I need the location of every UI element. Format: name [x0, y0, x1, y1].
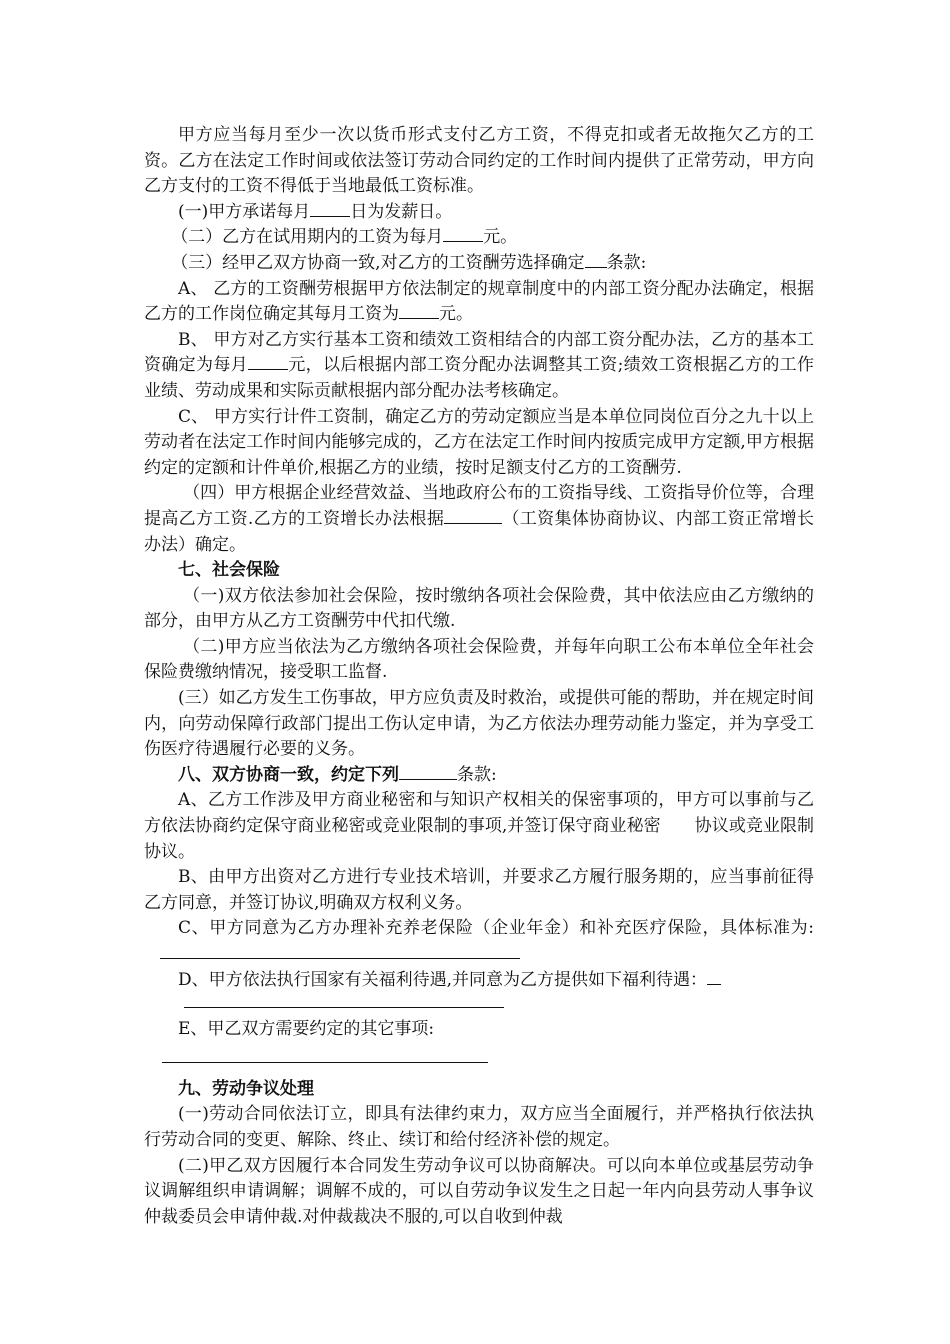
paragraph-agreement-b: B、由甲方出资对乙方进行专业技术培训，并要求乙方履行服务期的，应当事前征得乙方同意，并签订协议,明确双方权利义务。: [144, 867, 814, 913]
document-body: [144, 123, 814, 1230]
wage-increase-text-end: （工资集体协商协议、内部工资正常增长办法）确定。: [144, 508, 814, 555]
wage-choice-blank: [585, 251, 607, 268]
paragraph-agreement-a: A、乙方工作涉及甲方商业秘密和与知识产权相关的保密事项的，甲方可以事前与乙方依法协商约定保守商业秘密或竞业限制的事项,并签订保守商业秘密 协议或竞业限制协议。: [144, 790, 814, 862]
paragraph-insurance-2: （二)甲方应当依法为乙方缴纳各项社会保险费，并每年向职工公布本单位全年社会保险费缴纳情况，接受职工监督.: [144, 636, 814, 683]
paragraph-option-c: C、 甲方实行计件工资制，确定乙方的劳动定额应当是本单位同岗位百分之九十以上劳动者在法定工作时间内能够完成的，乙方在法定工作时间内按质完成甲方定额,甲方根据约定的定额和计件单价,根据乙方的业绩，按时足额支付乙方的工资酬劳.: [144, 406, 814, 478]
agreement-d-blank: [707, 968, 721, 985]
option-b-text: B、 甲方对乙方实行基本工资和绩效工资相结合的内部工资分配办法，乙方的基本工资确定为每月: [144, 329, 814, 376]
payday-text-end: 日为发薪日。: [350, 201, 453, 222]
agreement-c-text: C、甲方同意为乙方办理补充养老保险（企业年金）和补充医疗保险，具体标准为:: [178, 918, 814, 939]
agreement-c-blank: [160, 942, 520, 959]
option-a-text-end: 元。: [439, 304, 473, 325]
wage-choice-text: （三）经甲乙双方协商一致,对乙方的工资酬劳选择确定: [171, 252, 585, 273]
section-heading-agreement: [144, 763, 814, 789]
paragraph-insurance-3: (三）如乙方发生工伤事故，甲方应负责及时救治，或提供可能的帮助，并在规定时间内，向劳动保障行政部门提出工伤认定申请，为乙方依法办理劳动能力鉴定，并为享受工伤医疗待遇履行必要的义务。: [144, 688, 814, 760]
section-heading-social-insurance: 七、社会保险: [178, 560, 280, 581]
wage-choice-text-end: 条款:: [606, 252, 647, 273]
option-a-text: A、 乙方的工资酬劳根据甲方依法制定的规章制度中的内部工资分配办法确定，根据乙方的工作岗位确定其每月工资为: [144, 278, 814, 325]
paragraph-probation-wage: [144, 225, 814, 251]
agreement-d-line: [184, 993, 504, 1008]
paragraph-agreement-d: [144, 968, 814, 994]
paragraph-dispute-1: (一)劳动合同依法订立，即具有法律约束力，双方应当全面履行，并严格执行依法执行劳动合同的变更、解除、终止、续订和给付经济补偿的规定。: [144, 1104, 814, 1150]
section-heading-labor-dispute: 九、劳动争议处理: [178, 1078, 314, 1099]
paragraph-insurance-1: （一)双方依法参加社会保险，按时缴纳各项社会保险费，其中依法应由乙方缴纳的部分，由甲方从乙方工资酬劳中代扣代缴.: [144, 585, 814, 632]
option-a-blank: [399, 302, 439, 319]
agreement-d-text: D、甲方依法执行国家有关福利待遇,并同意为乙方提供如下福利待遇：: [178, 969, 708, 990]
payday-blank: [310, 200, 350, 217]
paragraph-dispute-2: (二)甲乙双方因履行本合同发生劳动争议可以协商解决。可以向本单位或基层劳动争议调解组织申请调解；调解不成的，可以自劳动争议发生之日起一年内向县劳动人事争议仲裁委员会申请仲裁.对仲裁裁决不服的,可以自收到仲裁: [144, 1155, 814, 1227]
paragraph-option-b: [144, 328, 814, 405]
probation-text: （二）乙方在试用期内的工资为每月: [171, 227, 444, 248]
agreement-heading-text: 八、双方协商一致，约定下列: [178, 764, 399, 785]
paragraph-agreement-e: E、甲乙双方需要约定的其它事项:: [178, 1019, 435, 1040]
option-b-blank: [248, 353, 288, 370]
paragraph-wage-choice: [144, 251, 814, 277]
wage-increase-blank: [444, 507, 502, 524]
agreement-heading-end: 条款:: [457, 764, 497, 785]
probation-blank: [443, 225, 483, 242]
paragraph-agreement-c: [144, 916, 814, 967]
payday-text: (一)甲方承诺每月: [178, 201, 311, 222]
agreement-blank: [399, 763, 457, 780]
wage-increase-text: （四）甲方根据企业经营效益、当地政府公布的工资指导线、工资指导价位等，合理提高乙方工资.乙方的工资增长办法根据: [144, 483, 814, 529]
agreement-e-line: [162, 1043, 488, 1063]
paragraph-wage-payment: 甲方应当每月至少一次以货币形式支付乙方工资，不得克扣或者无故拖欠乙方的工资。乙方在法定工作时间或依法签订劳动合同约定的工作时间内提供了正常劳动，甲方向乙方支付的工资不得低于当地最低工资标准。: [144, 125, 814, 197]
paragraph-wage-increase: [144, 481, 814, 558]
paragraph-option-a: [144, 277, 814, 328]
option-b-text-end: 元，以后根据内部工资分配办法调整其工资;绩效工资根据乙方的工作业绩、劳动成果和实际贡献根据内部分配办法考核确定。: [144, 355, 815, 401]
probation-text-end: 元。: [483, 227, 518, 248]
paragraph-payday: [144, 200, 814, 226]
